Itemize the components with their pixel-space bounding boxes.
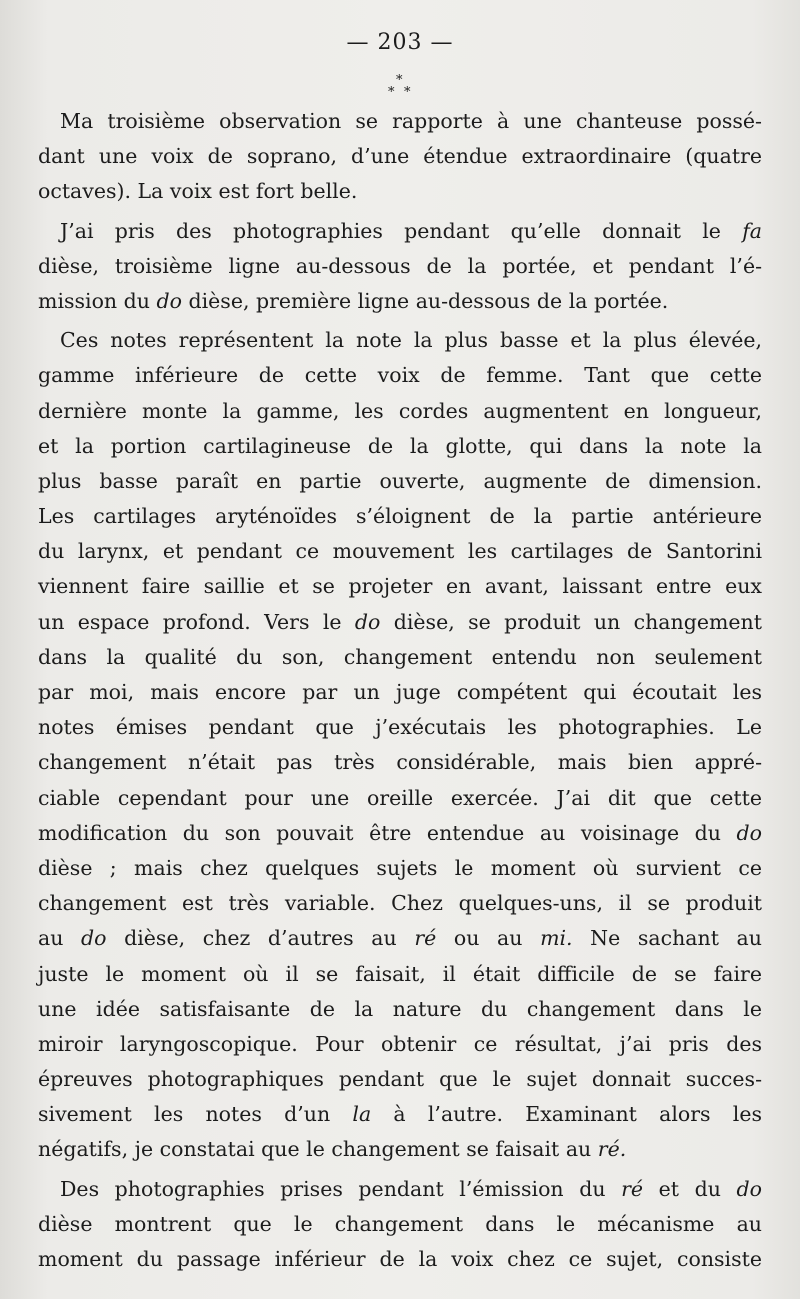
italic-note-text: ré. xyxy=(597,1137,627,1162)
italic-note-text: la xyxy=(352,1102,372,1127)
text-segment: gamme inférieure de cette voix de femme. Tant que cette xyxy=(38,363,762,388)
text-segment: un espace profond. Vers le xyxy=(38,609,355,634)
text-line xyxy=(38,851,762,886)
text-segment: négatifs, je constatai que le changement se faisait au xyxy=(38,1137,598,1162)
text-segment: changement n’était pas très considérable, mais bien appré- xyxy=(38,750,762,775)
text-segment: octaves). La voix est fort belle. xyxy=(38,179,358,204)
text-segment: dièse, première ligne au-dessous de la portée. xyxy=(181,288,669,313)
text-segment: une idée satisfaisante de la nature du changement dans le xyxy=(38,996,762,1021)
text-segment: du larynx, et pendant ce mouvement les cartilages de Santorini xyxy=(38,539,762,564)
text-line xyxy=(38,534,762,569)
text-line xyxy=(38,1097,762,1132)
text-line xyxy=(38,139,762,174)
text-segment: Ces notes représentent la note la plus basse et la plus élevée, xyxy=(60,328,762,353)
italic-note-text: do xyxy=(736,820,762,845)
italic-note-text: do xyxy=(156,288,182,313)
text-line xyxy=(38,1242,762,1277)
text-segment: Ma troisième observation se rapporte à une chanteuse possé- xyxy=(60,109,762,133)
text-line xyxy=(38,710,762,745)
text-line xyxy=(38,1207,762,1242)
asterism-divider xyxy=(380,74,420,104)
paragraph xyxy=(38,104,762,210)
text-line xyxy=(38,464,762,499)
text-segment: Les cartilages aryténoïdes s’éloignent de la partie antérieure xyxy=(38,504,762,529)
text-segment: sivement les notes d’un xyxy=(38,1102,353,1127)
text-segment: viennent faire saillie et se projeter en avant, laissant entre eux xyxy=(38,574,762,599)
text-segment: dièse ; mais chez quelques sujets le moment où survient ce xyxy=(38,855,762,880)
text-line xyxy=(38,1027,762,1062)
asterism-star-bottom-left: * xyxy=(388,85,395,100)
asterism-star-top: * xyxy=(396,73,403,88)
text-line xyxy=(38,992,762,1027)
text-segment: dièse, se produit un changement xyxy=(380,609,762,634)
text-line xyxy=(38,358,762,393)
text-line xyxy=(38,174,762,209)
text-segment: plus basse paraît en partie ouverte, augmente de dimension. xyxy=(38,468,762,493)
italic-note-text: ré xyxy=(621,1176,644,1201)
text-segment: épreuves photographiques pendant que le sujet donnait succes- xyxy=(38,1067,762,1092)
text-line xyxy=(38,1132,762,1167)
text-segment: et du xyxy=(643,1176,737,1201)
text-segment: dernière monte la gamme, les cordes augmentent en longueur, xyxy=(38,398,762,423)
italic-note-text: ré xyxy=(414,926,437,951)
text-segment: et la portion cartilagineuse de la glotte, qui dans la note la xyxy=(38,433,762,458)
asterism-star-bottom-right: * xyxy=(404,85,411,100)
text-segment: dièse, chez d’autres au xyxy=(106,926,415,951)
text-segment: ciable cependant pour une oreille exercée. J’ai dit que cette xyxy=(38,785,762,810)
text-line xyxy=(38,249,762,284)
text-line xyxy=(38,640,762,675)
text-segment: J’ai pris des photographies pendant qu’elle donnait le xyxy=(60,218,743,243)
paragraph xyxy=(38,214,762,320)
text-segment: notes émises pendant que j’exécutais les photographies. Le xyxy=(38,715,762,740)
text-line xyxy=(38,921,762,956)
text-line xyxy=(38,569,762,604)
text-segment: miroir laryngoscopique. Pour obtenir ce résultat, j’ai pris des xyxy=(38,1031,762,1056)
text-segment: changement est très variable. Chez quelques-uns, il se produit xyxy=(38,891,762,916)
text-segment: dans la qualité du son, changement entendu non seulement xyxy=(38,644,762,669)
text-segment: au xyxy=(38,926,82,951)
italic-note-text: do xyxy=(736,1176,762,1201)
text-line xyxy=(38,675,762,710)
text-segment: par moi, mais encore par un juge compétent qui écoutait les xyxy=(38,680,762,704)
text-segment: Des photographies prises pendant l’émission du xyxy=(60,1176,622,1201)
page-number: — 203 — xyxy=(346,30,454,55)
text-line xyxy=(38,394,762,429)
text-segment: moment du passage inférieur de la voix chez ce sujet, consiste xyxy=(38,1247,762,1271)
text-line xyxy=(38,284,762,319)
text-segment: à l’autre. Examinant alors les xyxy=(371,1102,762,1127)
text-line xyxy=(38,499,762,534)
text-line xyxy=(38,1172,762,1207)
italic-note-text: do xyxy=(354,609,381,634)
text-segment: Ne sachant au xyxy=(572,926,762,951)
text-line xyxy=(38,886,762,921)
text-line xyxy=(38,323,762,358)
paragraph xyxy=(38,323,762,1168)
text-line xyxy=(38,1062,762,1097)
italic-note-text: mi. xyxy=(540,926,573,951)
text-line xyxy=(38,745,762,780)
text-line xyxy=(38,214,762,249)
body-text xyxy=(38,104,762,1277)
text-line xyxy=(38,957,762,992)
text-line xyxy=(38,429,762,464)
italic-note-text: do xyxy=(81,926,107,951)
text-segment: modification du son pouvait être entendue au voisinage du xyxy=(38,820,737,845)
text-segment: mission du xyxy=(38,288,157,313)
italic-note-text: fa xyxy=(742,218,762,243)
paragraph xyxy=(38,1172,762,1278)
text-segment: juste le moment où il se faisait, il était difficile de se faire xyxy=(38,961,762,986)
text-segment: dièse montrent que le changement dans le mécanisme au xyxy=(38,1211,762,1236)
text-segment: dièse, troisième ligne au-dessous de la portée, et pendant l’é- xyxy=(38,253,762,278)
text-segment: dant une voix de soprano, d’une étendue extraordinaire (quatre xyxy=(38,144,762,169)
text-segment: ou au xyxy=(436,926,541,951)
text-line xyxy=(38,104,762,139)
text-line xyxy=(38,816,762,851)
text-line xyxy=(38,605,762,640)
text-line xyxy=(38,781,762,816)
